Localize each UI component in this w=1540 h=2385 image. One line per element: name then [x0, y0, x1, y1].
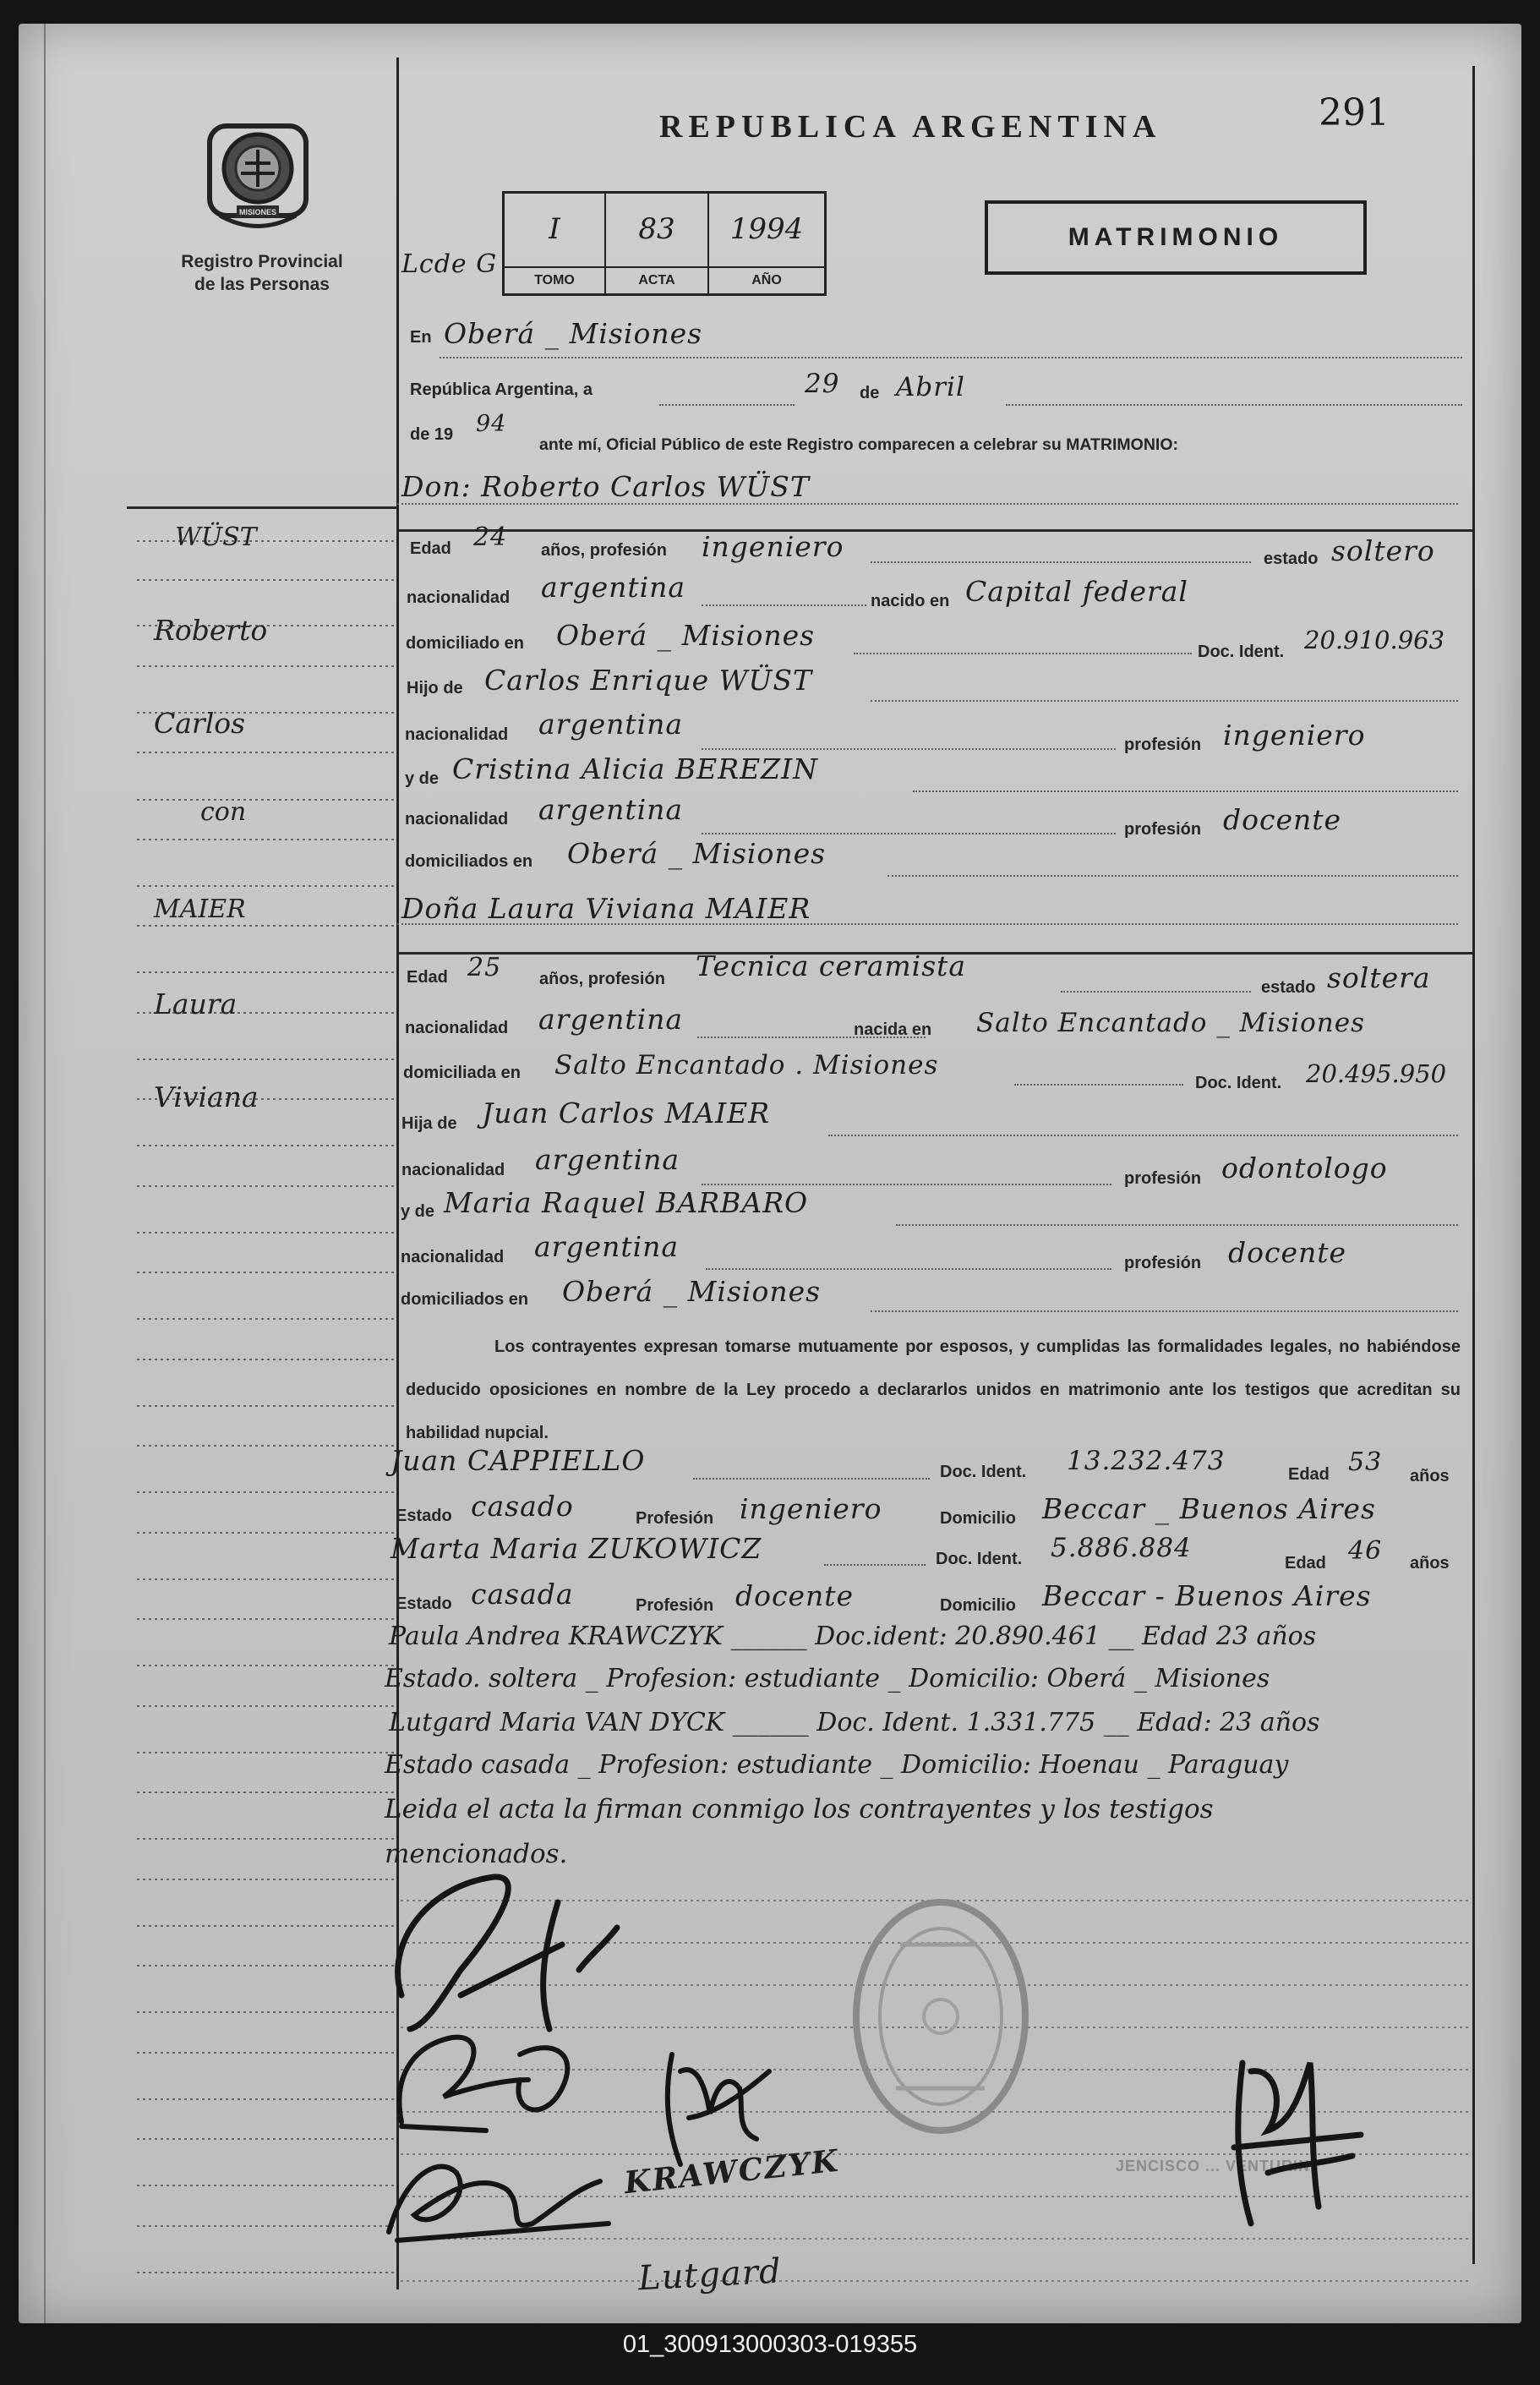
- bride-edad: 25: [467, 953, 502, 982]
- groom-padres-dom-line: [887, 875, 1458, 877]
- bride-padres-dom: Oberá _ Misiones: [562, 1275, 822, 1308]
- groom-profesion: ingeniero: [702, 530, 844, 563]
- bride-hija-label: Hija de: [401, 1114, 457, 1133]
- groom-nac-line: [702, 604, 866, 606]
- witness-3-line-1: Paula Andrea KRAWCZYK ______ Doc.ident: 20.890.461 __ Edad 23 años: [389, 1622, 1317, 1651]
- bride-padre-nac-label: nacionalidad: [401, 1161, 505, 1179]
- witness-2-doc-label: Doc. Ident.: [936, 1550, 1023, 1568]
- en-label: En: [410, 328, 432, 347]
- bride-prof-line: [1061, 991, 1251, 993]
- anio-label: AÑO: [709, 266, 824, 293]
- anio-value: 1994: [729, 212, 804, 246]
- bride-dom-line: [1014, 1084, 1183, 1086]
- witness-1-doc: 13.232.473: [1067, 1446, 1226, 1476]
- groom-nac-label: nacionalidad: [407, 588, 511, 607]
- place-line: [440, 357, 1462, 358]
- closing-line-2: mencionados.: [385, 1839, 568, 1869]
- witness-1-domicilio: Beccar _ Buenos Aires: [1042, 1492, 1376, 1525]
- bride-anios-prof-label: años, profesión: [539, 970, 665, 988]
- witness-1-edad-label: Edad: [1288, 1465, 1330, 1484]
- anio-cell: [709, 194, 824, 293]
- bride-doc: 20.495.950: [1306, 1059, 1447, 1088]
- image-caption: 01_300913000303-019355: [622, 2331, 918, 2358]
- tomo-label: TOMO: [505, 266, 604, 293]
- groom-estado-label: estado: [1264, 550, 1319, 568]
- margin-name-carlos: Carlos: [154, 707, 246, 740]
- record-type-box: MATRIMONIO: [985, 200, 1367, 275]
- groom-madre-nac: argentina: [538, 793, 684, 826]
- groom-estado: soltero: [1331, 534, 1435, 567]
- bride-doc-label: Doc. Ident.: [1195, 1074, 1282, 1092]
- witness-2-doc: 5.886.884: [1051, 1533, 1192, 1563]
- bride-nacida-label: nacida en: [854, 1020, 932, 1039]
- groom-edad: 24: [473, 522, 508, 552]
- closing-line-1: Leida el acta la firman conmigo los contrayentes y los testigos: [385, 1794, 1214, 1824]
- bride-madre: Maria Raquel BARBARO: [444, 1186, 809, 1219]
- bride-dom-label: domiciliada en: [403, 1064, 521, 1082]
- witness-4-line-2: Estado casada _ Profesion: estudiante _ Domicilio: Hoenau _ Paraguay: [385, 1750, 1289, 1780]
- tomo-cell: [505, 194, 606, 293]
- bride-padre-prof-label: profesión: [1124, 1169, 1202, 1188]
- groom-madre-nac-label: nacionalidad: [405, 810, 509, 829]
- bride-padre-nac-line: [702, 1184, 1111, 1185]
- groom-name-line: [397, 503, 1458, 505]
- date-line-b: [1006, 404, 1462, 406]
- witness-1-estado-label: Estado: [396, 1507, 452, 1525]
- groom-doc-label: Doc. Ident.: [1198, 643, 1285, 661]
- date-line-a: [659, 404, 795, 406]
- registry-name-line-1: Registro Provincial: [181, 252, 343, 271]
- tomo-value: I: [549, 212, 560, 246]
- witness-2-estado-label: Estado: [396, 1595, 452, 1613]
- groom-padres-dom: Oberá _ Misiones: [567, 837, 827, 870]
- place-value: Oberá _ Misiones: [444, 317, 703, 350]
- bride-padre-prof: odontologo: [1221, 1151, 1388, 1184]
- witness-2-edad-label: Edad: [1285, 1554, 1326, 1573]
- groom-nacido-label: nacido en: [871, 592, 950, 610]
- margin-ruling: [137, 531, 395, 2306]
- bride-estado-label: estado: [1261, 978, 1316, 997]
- bride-padre-nac: argentina: [535, 1143, 680, 1176]
- groom-madre-prof-label: profesión: [1124, 820, 1202, 839]
- witness-1-dom-label: Domicilio: [940, 1509, 1017, 1528]
- witness-2-prof-label: Profesión: [636, 1596, 714, 1615]
- ledger-note: Lcde G: [401, 249, 498, 279]
- month-value: Abril: [896, 372, 965, 402]
- bride-estado: soltera: [1327, 961, 1431, 994]
- groom-padre-nac-label: nacionalidad: [405, 725, 509, 744]
- margin-name-roberto: Roberto: [154, 614, 268, 647]
- year-suffix: 94: [476, 411, 507, 437]
- registry-name: [161, 250, 363, 296]
- official-stamp: [849, 1894, 1031, 2139]
- witness-2-name-line: [824, 1564, 926, 1566]
- signature-officer: [1217, 2038, 1369, 2232]
- groom-madre-prof: docente: [1223, 803, 1342, 836]
- groom-padre-nac: argentina: [538, 708, 684, 741]
- margin-name-laura: Laura: [154, 987, 238, 1020]
- bride-padre-line: [828, 1135, 1458, 1136]
- bride-padre: Juan Carlos MAIER: [482, 1097, 771, 1130]
- bride-edad-label: Edad: [407, 968, 448, 987]
- signature-witness-3: KRAWCZYK: [622, 2142, 842, 2202]
- registry-name-line-2: de las Personas: [194, 275, 330, 294]
- republica-label: República Argentina, a: [410, 380, 593, 399]
- day-value: 29: [805, 369, 840, 399]
- witness-1-edad: 53: [1348, 1447, 1383, 1477]
- right-border: [1472, 66, 1475, 2264]
- witness-1-name-line: [693, 1478, 930, 1480]
- signature-witness-4: Lutgard: [636, 2251, 783, 2299]
- groom-edad-label: Edad: [410, 539, 451, 558]
- acta-value: 83: [638, 212, 675, 246]
- witness-2-estado: casada: [471, 1578, 574, 1611]
- groom-madre: Cristina Alicia BEREZIN: [452, 752, 819, 785]
- groom-domicilio: Oberá _ Misiones: [556, 619, 816, 652]
- bride-nacionalidad: argentina: [538, 1003, 684, 1036]
- bride-padres-dom-line: [871, 1310, 1458, 1312]
- margin-con: con: [200, 797, 247, 827]
- groom-anios-prof-label: años, profesión: [541, 541, 667, 560]
- bride-name-line: [397, 923, 1458, 925]
- groom-nacido: Capital federal: [965, 575, 1188, 608]
- margin-header-rule: [127, 506, 397, 509]
- witness-1-anios-label: años: [1410, 1467, 1450, 1485]
- groom-name: Don: Roberto Carlos WÜST: [401, 470, 810, 503]
- bride-madre-line: [896, 1224, 1458, 1226]
- faded-officer-stamp: JENCISCO ... VENTURINI: [1116, 2158, 1316, 2174]
- witness-1-profesion: ingeniero: [740, 1492, 882, 1525]
- year-prefix: de 19: [410, 425, 454, 444]
- groom-madre-nac-line: [702, 833, 1116, 834]
- margin-surname-bride: MAIER: [154, 894, 246, 924]
- groom-yde-label: y de: [405, 769, 440, 788]
- declaration-paragraph: Los contrayentes expresan tomarse mutuamente por esposos, y cumplidas las formalidades legales, no habiéndose deducido oposiciones en nombre de la Ley procedo a declararlos unidos en matrimonio ante los testigos que acreditan su habilidad nupcial.: [406, 1337, 1461, 1442]
- witness-2-profesion: docente: [735, 1579, 855, 1612]
- groom-doc: 20.910.963: [1304, 626, 1445, 654]
- bride-yde-label: y de: [401, 1202, 435, 1221]
- bride-nacida: Salto Encantado _ Misiones: [976, 1008, 1366, 1038]
- witness-2-domicilio: Beccar - Buenos Aires: [1042, 1579, 1372, 1612]
- bride-domicilio: Salto Encantado . Misiones: [554, 1050, 939, 1080]
- margin-name-viviana: Viviana: [154, 1080, 259, 1113]
- groom-doms-label: domiciliados en: [405, 852, 533, 871]
- bride-profesion: Tecnica ceramista: [696, 949, 967, 982]
- acta-cell: [606, 194, 709, 293]
- groom-padre-prof-label: profesión: [1124, 736, 1202, 754]
- groom-nacionalidad: argentina: [541, 571, 686, 604]
- witness-1-estado: casado: [471, 1490, 574, 1523]
- witness-2-dom-label: Domicilio: [940, 1596, 1017, 1615]
- witness-1-name: Juan CAPPIELLO: [390, 1444, 646, 1477]
- date-de-label: de: [860, 384, 880, 402]
- groom-dom-line: [854, 653, 1192, 654]
- signature-bride: [385, 2021, 604, 2139]
- witness-2-edad: 46: [1348, 1536, 1383, 1566]
- record-reference-box: [502, 191, 827, 296]
- groom-dom-label: domiciliado en: [406, 634, 525, 653]
- witness-1-prof-label: Profesión: [636, 1509, 714, 1528]
- witness-3-line-2: Estado. soltera _ Profesion: estudiante _ Domicilio: Oberá _ Misiones: [385, 1664, 1270, 1693]
- bride-madre-prof-label: profesión: [1124, 1254, 1202, 1272]
- witness-2-anios-label: años: [1410, 1554, 1450, 1573]
- page-number: 291: [1319, 91, 1390, 134]
- bride-madre-nac-label: nacionalidad: [401, 1248, 505, 1266]
- groom-padre-line: [871, 700, 1458, 702]
- groom-section-rule: [399, 529, 1472, 532]
- bride-doms-label: domiciliados en: [401, 1290, 529, 1309]
- groom-madre-line: [913, 790, 1458, 792]
- bride-name: Doña Laura Viviana MAIER: [401, 892, 811, 925]
- provincial-seal: [203, 114, 313, 232]
- signature-witness-1: [380, 2139, 617, 2249]
- groom-padre-nac-line: [702, 748, 1116, 750]
- witness-1-doc-label: Doc. Ident.: [940, 1463, 1027, 1481]
- bride-madre-nac-line: [706, 1268, 1111, 1270]
- acta-label: ACTA: [606, 266, 707, 293]
- groom-hijo-label: Hijo de: [407, 679, 463, 697]
- bride-madre-prof: docente: [1228, 1236, 1347, 1269]
- statement-text: ante mí, Oficial Público de este Registro comparecen a celebrar su MATRIMONIO:: [539, 435, 1179, 454]
- margin-surname-groom: WÜST: [175, 522, 257, 552]
- country-heading: REPUBLICA ARGENTINA: [659, 109, 1162, 145]
- groom-padre: Carlos Enrique WÜST: [484, 664, 812, 697]
- witness-2-name: Marta Maria ZUKOWICZ: [390, 1532, 762, 1565]
- seal-text: MISIONES: [238, 208, 277, 216]
- binding-rule: [44, 24, 46, 2323]
- signature-groom: [376, 1868, 621, 2038]
- bride-madre-nac: argentina: [534, 1230, 680, 1263]
- groom-padre-prof: ingeniero: [1223, 719, 1366, 752]
- witness-4-line-1: Lutgard Maria VAN DYCK ______ Doc. Ident. 1.331.775 __ Edad: 23 años: [389, 1708, 1320, 1737]
- groom-prof-line: [871, 561, 1251, 563]
- bride-nac-label: nacionalidad: [405, 1019, 509, 1037]
